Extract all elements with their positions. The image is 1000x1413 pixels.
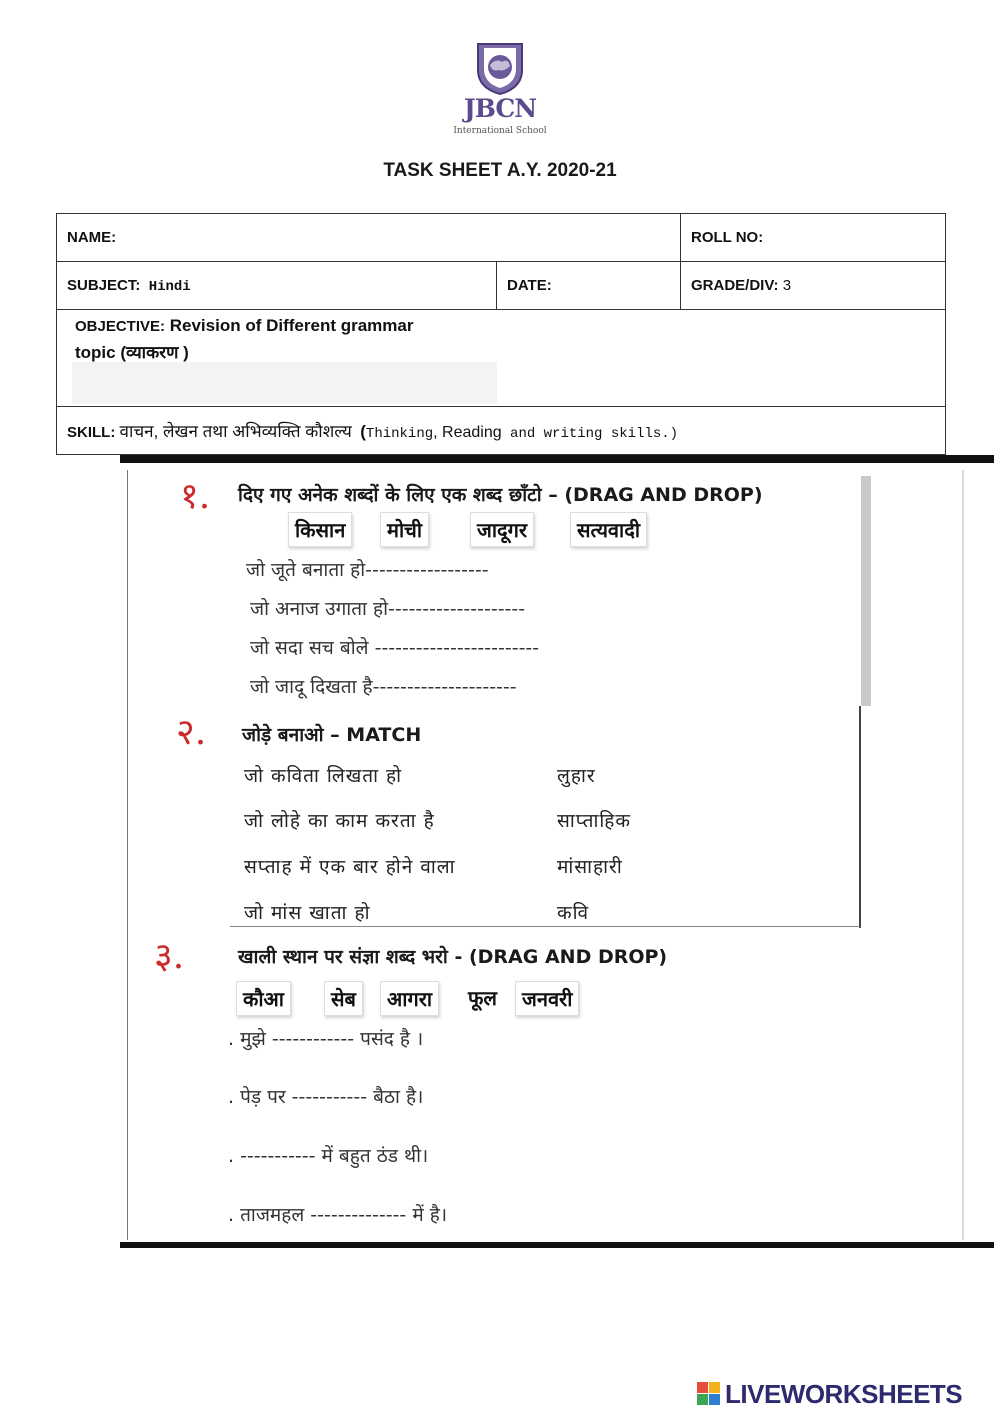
student-info-table — [56, 213, 946, 455]
skill-en-reading: , Reading — [433, 424, 502, 441]
skill-open: ( — [360, 422, 366, 441]
skill-en-writing: and writing skills.) — [501, 426, 679, 442]
q1-word-satyavadi[interactable]: सत्यवादी — [570, 512, 647, 547]
skill-en-thinking: Thinking — [365, 426, 434, 442]
subject-value: Hindi — [148, 278, 191, 295]
q1-line-4[interactable]: जो जादू दिखता है--------------------- — [250, 676, 517, 698]
objective-line2: topic (व्याकरण ) — [75, 343, 189, 362]
q3-number: ३. — [154, 936, 185, 977]
date-label: DATE: — [507, 277, 552, 294]
q3-heading: खाली स्थान पर संज्ञा शब्द भरो - (DRAG AND DROP) — [238, 946, 668, 968]
q3-word-agra[interactable]: आगरा — [380, 981, 439, 1016]
q1-line-3[interactable]: जो सदा सच बोले ------------------------ — [250, 637, 540, 659]
q3-word-janvari[interactable]: जनवरी — [515, 981, 579, 1016]
shield-icon — [476, 42, 524, 96]
q1-word-jadugar[interactable]: जादूगर — [470, 512, 534, 547]
school-logo — [450, 42, 550, 142]
q2-right-3[interactable]: मांसाहारी — [557, 856, 623, 878]
objective-label: OBJECTIVE: — [75, 318, 166, 335]
liveworksheets-icon — [697, 1382, 721, 1406]
q2-left-3[interactable]: सप्ताह में एक बार होने वाला — [244, 856, 456, 878]
date-cell[interactable] — [497, 262, 681, 310]
q2-right-1[interactable]: लुहार — [557, 765, 596, 787]
objective-shade — [72, 362, 497, 404]
q2-left-2[interactable]: जो लोहे का काम करता है — [244, 810, 435, 832]
scan-right-edge — [962, 470, 964, 1240]
q3-line-2[interactable]: . पेड़ पर ----------- बैठा है। — [228, 1086, 424, 1108]
scan-bottom-border — [120, 1242, 994, 1248]
q1-line-1[interactable]: जो जूते बनाता हो------------------ — [246, 559, 489, 581]
subject-label: SUBJECT: — [67, 276, 141, 294]
scan-left-edge — [127, 470, 128, 1240]
q2-right-4[interactable]: कवि — [557, 902, 590, 924]
name-label: NAME: — [67, 229, 117, 246]
q1-line-2[interactable]: जो अनाज उगाता हो-------------------- — [250, 598, 526, 620]
skill-cell — [57, 407, 946, 455]
roll-cell[interactable] — [681, 214, 946, 262]
skill-hindi: वाचन, लेखन तथा अभिव्यक्ति कौशल्य — [119, 422, 352, 441]
match-box-bottom-border — [230, 926, 860, 927]
q2-left-4[interactable]: जो मांस खाता हो — [244, 902, 371, 924]
q3-line-4[interactable]: . ताजमहल -------------- में है। — [228, 1204, 448, 1226]
page-title: TASK SHEET A.Y. 2020-21 — [383, 160, 617, 181]
grade-cell — [681, 262, 946, 310]
liveworksheets-brand: LIVEWORKSHEETS — [725, 1379, 963, 1409]
q2-heading: जोड़े बनाओ – MATCH — [242, 724, 422, 746]
objective-line1: Revision of Different grammar — [169, 316, 414, 335]
q3-word-phool[interactable]: फूल — [468, 986, 497, 1010]
skill-label: SKILL: — [67, 424, 116, 441]
q3-line-1[interactable]: . मुझे ------------ पसंद है । — [228, 1028, 424, 1050]
q1-word-mochi[interactable]: मोची — [380, 512, 429, 547]
school-logo-sub: International School — [453, 126, 547, 136]
grade-value: 3 — [782, 277, 792, 294]
q2-number: २. — [176, 712, 207, 753]
q3-line-3[interactable]: . ----------- में बहुत ठंड थी। — [228, 1145, 429, 1167]
grade-label: GRADE/DIV: — [691, 277, 779, 294]
school-logo-name: JBCN — [463, 94, 537, 123]
scan-top-border — [120, 455, 994, 463]
q1-number: १. — [180, 476, 211, 517]
scrollbar[interactable] — [861, 476, 871, 706]
roll-label: ROLL NO: — [691, 229, 764, 246]
name-cell[interactable] — [57, 214, 681, 262]
q3-word-kaua[interactable]: कौआ — [236, 981, 291, 1016]
q1-heading: दिए गए अनेक शब्दों के लिए एक शब्द छाँटो – (DRAG AND DROP) — [238, 484, 763, 506]
q1-word-kisan[interactable]: किसान — [288, 512, 352, 547]
q3-word-seb[interactable]: सेब — [324, 981, 363, 1016]
q2-right-2[interactable]: साप्ताहिक — [557, 810, 631, 832]
subject-cell — [57, 262, 497, 310]
q2-left-1[interactable]: जो कविता लिखता हो — [244, 765, 403, 787]
match-box-right-border — [859, 706, 861, 928]
